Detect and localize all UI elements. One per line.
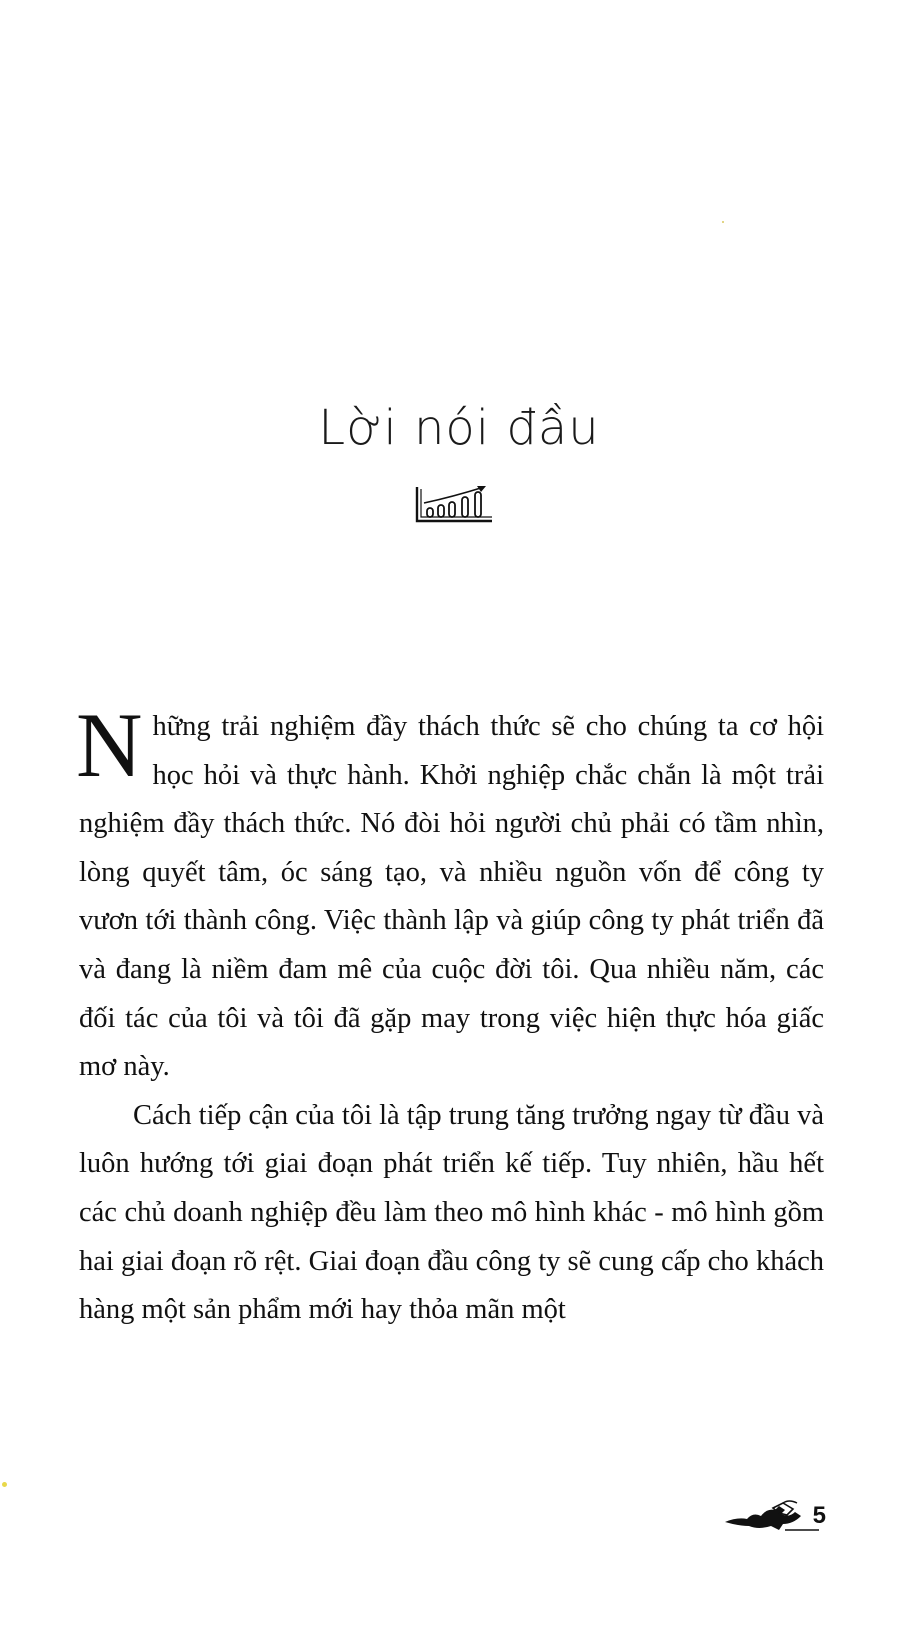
- paper-speck: [722, 221, 724, 223]
- paragraph-2: Cách tiếp cận của tôi là tập trung tăng trưởng ngay từ đầu và luôn hướng tới giai đoạn phát triển kế tiếp. Tuy nhiên, hầu hết các chủ doanh nghiệp đều làm theo mô hình khác - mô hình gồm hai giai đoạn rõ rệt. Giai đoạn đầu công ty sẽ cung cấp cho khách hàng một sản phẩm mới hay thỏa mãn một: [79, 1099, 824, 1326]
- paragraph-1: [76, 694, 824, 1092]
- page-number: 5: [812, 1502, 826, 1529]
- bar-chart-growth-icon: [414, 485, 496, 545]
- chapter-title: Lời nói đầu: [318, 400, 600, 456]
- paragraph-1-text: hững trải nghiệm đầy thách thức sẽ cho chúng ta cơ hội học hỏi và thực hành. Khởi nghiệp chắc chắn là một trải nghiệm đầy thách thức. Nó đòi hỏi người chủ phải có tầm nhìn, lòng quyết tâm, óc sáng tạo, và nhiều nguồn vốn để công ty vươn tới thành công. Việc thành lập và giúp công ty phát triển đã và đang là niềm đam mê của cuộc đời tôi. Qua nhiều năm, các đối tác của tôi và tôi đã gặp may trong việc hiện thực hóa giấc mơ này.: [79, 711, 824, 1083]
- paper-speck: [2, 1482, 7, 1487]
- page-footer: [723, 1500, 826, 1534]
- body-text: [76, 694, 824, 1335]
- drop-cap: N: [76, 694, 143, 796]
- hand-pointer-ornament-icon: [723, 1500, 819, 1534]
